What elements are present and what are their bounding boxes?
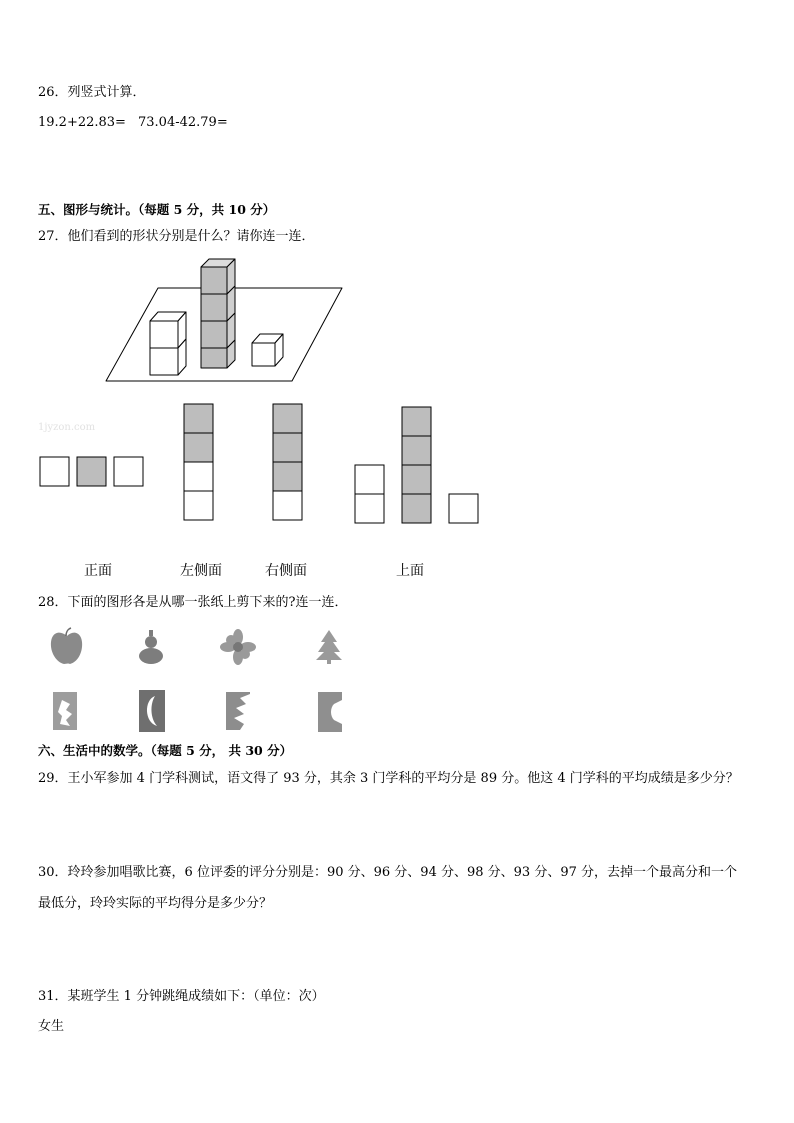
paper-with-zigzag-cutout-icon [226,692,250,730]
paper-with-notch-cutout-icon [318,692,342,732]
tree-shape-icon [316,630,342,664]
q26-prompt: 26．列竖式计算． [38,85,146,100]
q30-prompt-line-1: 30．玲玲参加唱歌比赛，6 位评委的评分分别是：90 分、96 分、94 分、98 分、93 分、97 分，去掉一个最高分和一个 [38,865,737,880]
q31-prompt: 31．某班学生 1 分钟跳绳成绩如下：（单位：次） [38,989,325,1004]
view-option-row-of-three [40,457,143,486]
watermark: 1jyzon.com [38,422,96,433]
paper-with-crescent-cutout-icon [139,690,165,732]
label-front-view: 正面 [84,563,112,579]
q28-prompt: 28．下面的图形各是从哪一张纸上剪下来的?连一连． [38,595,348,610]
apple-shape-icon [51,628,82,664]
paper-with-leaf-cutout-icon [53,692,77,730]
q26-expression-1: 19.2+22.83= [38,115,126,130]
label-left-view: 左侧面 [180,563,222,579]
cube-stack-left [150,312,186,375]
section-5-heading: 五、图形与统计。（每题 5 分，共 10 分） [38,202,276,217]
gourd-shape-icon [139,630,163,664]
q27-prompt: 27．他们看到的形状分别是什么？请你连一连． [38,229,315,244]
q26-expression-2: 73.04-42.79= [138,115,228,130]
cube-stack-tall [201,259,235,368]
view-option-column-2grey-2white [184,404,213,520]
flower-shape-icon [220,629,256,665]
block-scene-figure [106,259,342,381]
view-option-column-3grey-1white [273,404,302,520]
view-option-2white-4grey-1white [355,407,478,523]
section-6-heading: 六、生活中的数学。（每题 5 分， 共 30 分） [38,743,293,758]
q31-subheading-girls: 女生 [38,1019,65,1034]
q30-prompt-line-2: 最低分，玲玲实际的平均得分是多少分？ [38,896,273,911]
label-right-view: 右侧面 [265,563,307,579]
label-top-view: 上面 [396,563,424,579]
q29-prompt: 29．王小军参加 4 门学科测试，语文得了 93 分，其余 3 门学科的平均分是 89 分。他这 4 门学科的平均成绩是多少分？ [38,771,739,786]
cube-single [252,334,283,366]
